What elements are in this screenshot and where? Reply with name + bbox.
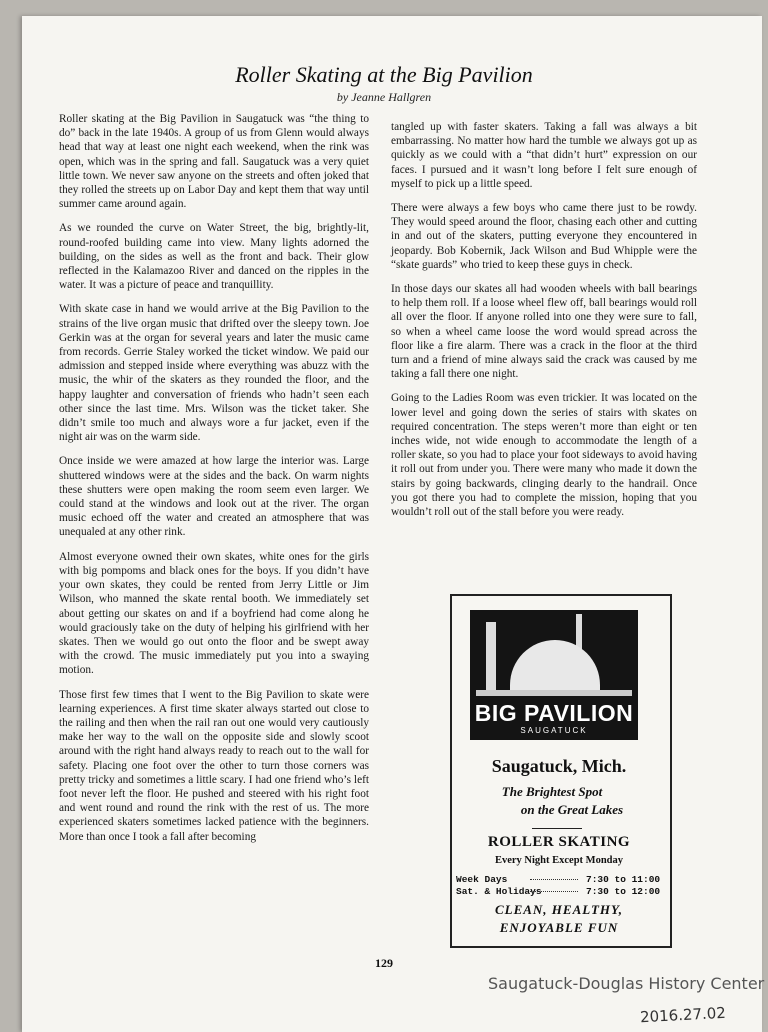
paragraph: Once inside we were amazed at how large the interior was. Large shuttered windows were at the sides and the back. On warm nights these shutters were open making the room seem even larger. We could stand at the windows and look out at the river. The organ music echoed off the water and created an atmosphere that was unequaled at any other rink. xyxy=(59,455,369,539)
watermark: Saugatuck-Douglas History Center xyxy=(488,974,765,993)
ad-logo-sub: SAUGATUCK xyxy=(520,726,588,735)
paragraph: Those first few times that I went to the Big Pavilion to skate were learning experiences. A first time skater always started out close to the railing and then when the rail ran out one would very cautiously make her way to the wall on the opposite side and slowly scoot around with the right hand always ready to reach out to the wall for safety. Placing one foot over the other to turn those corners was pretty tricky and sometimes a little scary. I had one friend who’s left foot never left the floor. He pushed and steered with his right foot and went round and round the rink with the rest of us. The more experienced skaters sometimes lacked patience with the beginners. More than once I took a fall after becoming xyxy=(59,688,369,843)
schedule-time: 7:30 to 11:00 xyxy=(586,874,661,885)
paragraph: In those days our skates all had wooden wheels with ball bearings to help them roll. If a loose wheel flew off, ball bearings would roll all over the floor. If anyone rolled into one they were sure to fall, so when a wheel came loose the word would spread across the floor like a fire alarm. There was a crack in the floor at the third turn and a friend of mine always said the crack was caused by me taking a fall there one night. xyxy=(391,283,697,381)
building-base xyxy=(476,690,632,696)
leader-dots xyxy=(530,891,578,892)
paragraph: Roller skating at the Big Pavilion in Saugatuck was “the thing to do” back in the late 1940s. A group of us from Glenn would always head that way at least one night each weekend, when the rink was open, which was in the spring and fall. Saugatuck was a very quiet little town. We never saw anyone on the streets and often joked that they rolled the streets up on Labor Day and kept them that way until summer came around again. xyxy=(59,113,369,211)
tower-left xyxy=(486,622,496,692)
ad-slogan-line2: on the Great Lakes xyxy=(520,802,624,817)
ad-tagline-1: CLEAN, HEALTHY, xyxy=(494,902,624,917)
pavilion-photo xyxy=(470,610,638,740)
paragraph: There were always a few boys who came there just to be rowdy. They would speed around the floor, chasing each other and cutting in and out of the skaters, putting everyone they encountered in jeopardy. Bob Kobernik, Jack Wilson and Bud Whipple were the “skate guards” who tried to keep these guys in check. xyxy=(391,202,697,271)
paragraph: As we rounded the curve on Water Street, the big, brightly-lit, round-roofed building came into view. Many lights adorned the building, on the sides as well as the front and back. Their glow reflected in the Kalamazoo River and danced on the ripples in the water. It was a picture of peace and tranquillity. xyxy=(59,222,369,292)
ad-town: Saugatuck, Mich. xyxy=(491,756,627,776)
paragraph: Going to the Ladies Room was even trickier. It was located on the lower level and going down the series of stairs with skates on required concentration. The steps weren’t more than eight or ten inches wide, not wide enough to accommodate the length of a roller skate, so you had to place your foot sideways to avoid having it roll out from under you. There were many who made it down the stairs by going backwards, clinging dearly to the handrail. Once you got there you had to complete the mission, hoping that you wouldn’t roll out of the stall before you were ready. xyxy=(391,392,697,519)
schedule-label: Week Days xyxy=(456,874,508,885)
schedule-time: 7:30 to 12:00 xyxy=(586,886,661,897)
dome xyxy=(510,640,600,690)
article-title: Roller Skating at the Big Pavilion xyxy=(235,62,533,87)
page-number: 129 xyxy=(375,956,393,970)
ad-activity: ROLLER SKATING xyxy=(487,834,631,850)
accession-number: 2016.27.02 xyxy=(639,1003,727,1027)
advertisement xyxy=(450,594,672,948)
ad-slogan-line1: The Brightest Spot xyxy=(501,784,603,799)
right-column xyxy=(391,120,697,529)
ad-divider xyxy=(532,828,582,829)
paragraph: Almost everyone owned their own skates, white ones for the girls with big pompoms and black ones for the boys. If you didn’t have your own skates, they could be rented from Jerry Little or Jim Wilson, who manned the skate rental booth. We immediately set about getting our skates on and if a boyfriend had come along he would graciously take on the duty of helping his girlfriend with her skates. Then we would go out onto the floor and be swept away with the crowd. The music immediately put you into a swaying motion. xyxy=(59,550,369,677)
article-byline: by Jeanne Hallgren xyxy=(336,90,432,104)
schedule-label: Sat. & Holidays xyxy=(456,886,542,897)
left-column xyxy=(59,112,369,854)
ad-schedule: Every Night Except Monday xyxy=(494,855,624,866)
paragraph: With skate case in hand we would arrive at the Big Pavilion to the strains of the live organ music that drifted over the sleepy town. Joe Gerkin was at the organ for several years and later the music came from records. Gerrie Staley worked the ticket window. We paid our admission and stepped inside where everything was abuzz with the music, the whir of the skaters as they rounded the floor, and the happy laughter and conversation of friends who hadn’t seen each other since the last time. Mrs. Wilson was the ticket taker. She didn’t smile too much and always wore a fur jacket, even if the night air was on the warm side. xyxy=(59,303,369,444)
paragraph: tangled up with faster skaters. Taking a fall was always a bit embarrassing. No matter how hard the tumble we always got up as quickly as we could with a “that didn’t hurt” expression on our faces. I pursued and it wasn’t long before I felt sure enough of myself to pick up a little speed. xyxy=(391,121,697,190)
leader-dots xyxy=(530,879,578,880)
ad-tagline-2: ENJOYABLE FUN xyxy=(499,920,619,935)
ad-logo: BIG PAVILION xyxy=(474,700,634,726)
